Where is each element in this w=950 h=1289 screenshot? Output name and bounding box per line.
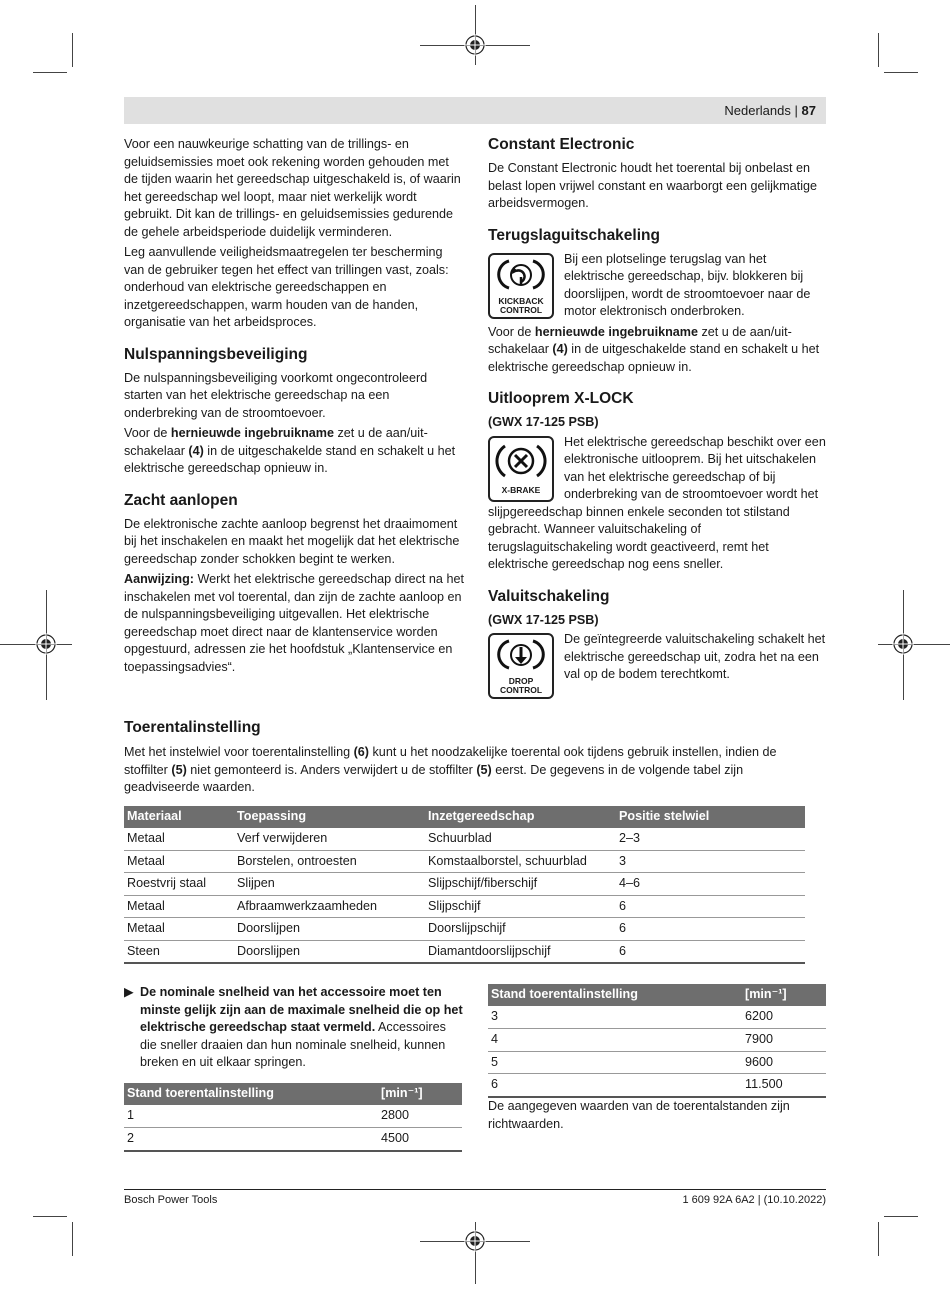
table-row [488, 1074, 826, 1097]
table-cell: 4500 [378, 1128, 462, 1151]
paragraph [124, 425, 464, 478]
table-row [124, 895, 805, 918]
table-header: Stand toerentalinstelling [124, 1083, 378, 1105]
text-run: Voor de [124, 426, 171, 440]
page-number: 87 [801, 103, 816, 118]
paragraph: Bij een plotselinge terugslag van het elektrische gereedschap, bijv. blokkeren bij doorslijpen, wordt de stroomtoevoer naar de motor elektronisch onderbroken. [564, 251, 811, 318]
paragraph: De nulspanningsbeveiliging voorkomt ongecontroleerd starten van het elektrische gereedschap na een onderbreking van de stroomtoevoer. [124, 370, 428, 420]
footer-brand: Bosch Power Tools [124, 1194, 218, 1206]
text-run: in de uitgeschakelde stand en schakelt u het elektrische gereedschap opnieuw in. [124, 443, 456, 475]
bold-text: Aanwijzing: [124, 572, 194, 586]
section-heading: Nulspanningsbeveiliging [124, 345, 308, 363]
table-cell: 6200 [742, 1006, 826, 1029]
table-row [124, 1128, 462, 1151]
footer-doc-id: 1 609 92A 6A2 | (10.10.2022) [682, 1194, 826, 1206]
bold-text: (4) [552, 342, 568, 356]
registration-mark-icon [892, 633, 914, 655]
table-cell: Verf verwijderen [234, 828, 425, 851]
bold-text: hernieuwde ingebruikname [534, 324, 698, 339]
section-heading: Valuitschakeling [488, 587, 610, 605]
table-note: De aangegeven waarden van de toerentalstanden zijn richtwaarden. [488, 1099, 790, 1131]
table-row [488, 1006, 826, 1029]
table-header-row [488, 984, 826, 1006]
paragraph: De geïntegreerde valuitschakeling schakelt het elektrische gereedschap uit, zodra het na een val op de bodem terechtkomt. [564, 632, 826, 681]
table-cell: Metaal [124, 828, 234, 851]
model-label: (GWX 17-125 PSB) [488, 612, 599, 627]
table-row [124, 918, 805, 941]
text-run: in de uitgeschakelde stand en schakelt u het elektrische gereedschap opnieuw in. [488, 342, 820, 374]
table-cell: Schuurblad [425, 828, 616, 851]
icon-label: CONTROL [499, 685, 543, 695]
section-heading: Zacht aanlopen [124, 491, 238, 509]
header-language: Nederlands [724, 103, 791, 118]
table-cell: 5 [488, 1051, 742, 1074]
kickback-block [488, 251, 828, 321]
xbrake-block [488, 434, 828, 574]
table-header: Materiaal [124, 806, 234, 828]
header-separator: | [794, 103, 798, 118]
table-header: Positie stelwiel [616, 806, 805, 828]
table-cell: Steen [124, 940, 234, 963]
icon-label: KICKBACK [498, 295, 544, 306]
table-cell: Borstelen, ontroesten [234, 850, 425, 873]
bold-text: (5) [171, 762, 187, 777]
crop-mark [878, 33, 879, 67]
text-run: zet u de aan/uit-schakelaar [124, 426, 428, 458]
table-cell: 9600 [742, 1051, 826, 1074]
paragraph: Het elektrische gereedschap beschikt over een elektronische uitlooprem. Bij het uitschakelen van het elektrische gereedschap of bij onderbreking van de stroomtoevoer wordt het slijpgereedschap binnen enkele seconden tot stilstand gebracht. Wanneer valuitschakeling of terugslaguitschakeling wordt geactiveerd, remt het elektrische gereedschap nog eens sneller. [488, 434, 826, 571]
table-cell: 4 [488, 1029, 742, 1052]
table-row [488, 1051, 826, 1074]
warning-text: Accessoires die sneller draaien dan hun nominale snelheid, kunnen breken en uit elkaar springen. [140, 1020, 446, 1069]
table-cell: Diamantdoorslijpschijf [425, 940, 616, 963]
drop-control-icon [488, 633, 554, 699]
table-cell: Metaal [124, 850, 234, 873]
bold-text: (5) [476, 762, 492, 777]
table-cell: Doorslijpen [234, 940, 425, 963]
paragraph: De elektronische zachte aanloop begrenst het draaimoment bij het inschakelen en maakt het mogelijk dat het elektrische gereedschap zonder schokken begint te werken. [124, 516, 460, 566]
table-header: [min⁻¹] [742, 984, 826, 1006]
table-cell: 11.500 [742, 1074, 826, 1097]
table-row [124, 873, 805, 896]
table-cell: Slijpschijf [425, 895, 616, 918]
table-header: Stand toerentalinstelling [488, 984, 742, 1006]
table-row [488, 1029, 826, 1052]
table-cell: 2800 [378, 1105, 462, 1128]
table-header-row [124, 806, 805, 828]
text-run: kunt u het noodzakelijke toerental ook tijdens gebruik instellen, indien de stoffilter [124, 745, 777, 777]
paragraph: Voor een nauwkeurige schatting van de trillings- en geluidsemissies moet ook rekening worden gehouden met de tijden waarin het gereedschap uitgeschakeld is, of waarin het gereedschap wel loopt, maar niet werkelijk wordt gebruikt. Dit kan de trillings- en geluidsemissies gedurende de gehele arbeidsperiode duidelijk verminderen. [124, 137, 461, 239]
table-header: [min⁻¹] [378, 1083, 462, 1105]
table-header-row [124, 1083, 462, 1105]
table-row [124, 828, 805, 851]
section-heading: Uitlooprem X-LOCK [488, 390, 634, 407]
registration-mark-icon [464, 1230, 486, 1252]
warning-paragraph [124, 984, 464, 1072]
table-cell: 2 [124, 1128, 378, 1151]
section-heading: Toerentalinstelling [124, 719, 261, 736]
section-heading: Constant Electronic [488, 136, 635, 153]
paragraph: Leg aanvullende veiligheidsmaatregelen ter bescherming van de gebruiker tegen het effect van trillingen vast, zoals: onderhoud van elektrische gereedschappen en inzetgereedschappen, warm houden van de handen, organisatie van het arbeidsproces. [124, 245, 449, 329]
text-run: eerst. De gegevens in de volgende tabel zijn geadviseerde waarden. [124, 762, 744, 794]
table-cell: 6 [616, 940, 805, 963]
table-cell: Afbraamwerkzaamheden [234, 895, 425, 918]
crop-mark [72, 1222, 73, 1256]
table-cell: 2–3 [616, 828, 805, 851]
material-table [124, 806, 805, 965]
paragraph: De Constant Electronic houdt het toerental bij onbelast en belast lopen vrijwel constant en waarborgt een gelijkmatige arbeidsvermogen. [488, 161, 818, 210]
crop-mark [884, 72, 918, 73]
crop-mark [878, 644, 950, 645]
table-cell: 7900 [742, 1029, 826, 1052]
crop-mark [878, 1222, 879, 1256]
drop-control-block [488, 631, 828, 701]
text-run: Met het instelwiel voor toerentalinstelling [124, 745, 354, 759]
left-column [124, 136, 464, 679]
table-row [124, 850, 805, 873]
table-header: Toepassing [234, 806, 425, 828]
paragraph [488, 324, 828, 377]
table-cell: 3 [488, 1006, 742, 1029]
table-cell: Roestvrij staal [124, 873, 234, 896]
crop-mark [33, 72, 67, 73]
speed-table-left [124, 1083, 462, 1152]
table-row [124, 1105, 462, 1128]
table-cell: Komstaalborstel, schuurblad [425, 850, 616, 873]
page-header [124, 97, 826, 124]
registration-mark-icon [35, 633, 57, 655]
crop-mark [884, 1216, 918, 1217]
table-cell: 6 [616, 895, 805, 918]
registration-mark-icon [464, 34, 486, 56]
crop-mark [72, 33, 73, 67]
table-cell: Doorslijpschijf [425, 918, 616, 941]
text-run: zet u de aan/uit-schakelaar [488, 324, 792, 356]
bullet-arrow-icon: ▶ [124, 985, 134, 999]
table-cell: 6 [616, 918, 805, 941]
model-label: (GWX 17-125 PSB) [488, 415, 599, 429]
right-column [488, 136, 828, 701]
text-run: Werkt het elektrische gereedschap direct na het inschakelen met vol toerental, dan zijn de zachte aanloop en de nulspanningsbeveiliging uitgevallen. Het elektrische gereedschap moet direct naar de klantenservice worden opgestuurd, adressen zie het hoofdstuk „Klantenservice en toepassingsadvies“. [124, 572, 464, 674]
icon-label: X-BRAKE [501, 484, 541, 495]
table-cell: Metaal [124, 895, 234, 918]
paragraph [124, 744, 794, 797]
bold-text: hernieuwde ingebruikname [170, 426, 334, 440]
icon-label: DROP [508, 676, 534, 686]
section-heading: Terugslaguitschakeling [488, 226, 660, 244]
bold-text: De nominale snelheid van het accessoire moet ten minste gelijk zijn aan de maximale snelheid die op het elektrische gereedschap staat vermeld. [140, 985, 463, 1034]
text-run: Voor de [488, 324, 535, 339]
table-cell: Slijpen [234, 873, 425, 896]
header-text [724, 102, 816, 120]
table-cell: 6 [488, 1074, 742, 1097]
table-cell: Metaal [124, 918, 234, 941]
bold-text: (4) [188, 443, 204, 458]
table-header: Inzetgereedschap [425, 806, 616, 828]
table-cell: 1 [124, 1105, 378, 1128]
footer-rule [124, 1189, 826, 1190]
table-cell: 4–6 [616, 873, 805, 896]
table-row [124, 940, 805, 963]
x-brake-icon [488, 436, 554, 502]
icon-label: CONTROL [499, 304, 543, 315]
table-cell: Doorslijpen [234, 918, 425, 941]
text-run: niet gemonteerd is. Anders verwijdert u de stoffilter [186, 762, 477, 777]
speed-table-right [488, 984, 826, 1098]
paragraph [124, 571, 464, 676]
crop-mark [33, 1216, 67, 1217]
table-cell: Slijpschijf/fiberschijf [425, 873, 616, 896]
speed-setting-section [124, 719, 824, 964]
kickback-control-icon [488, 253, 554, 319]
bold-text: (6) [353, 745, 370, 759]
table-cell: 3 [616, 850, 805, 873]
